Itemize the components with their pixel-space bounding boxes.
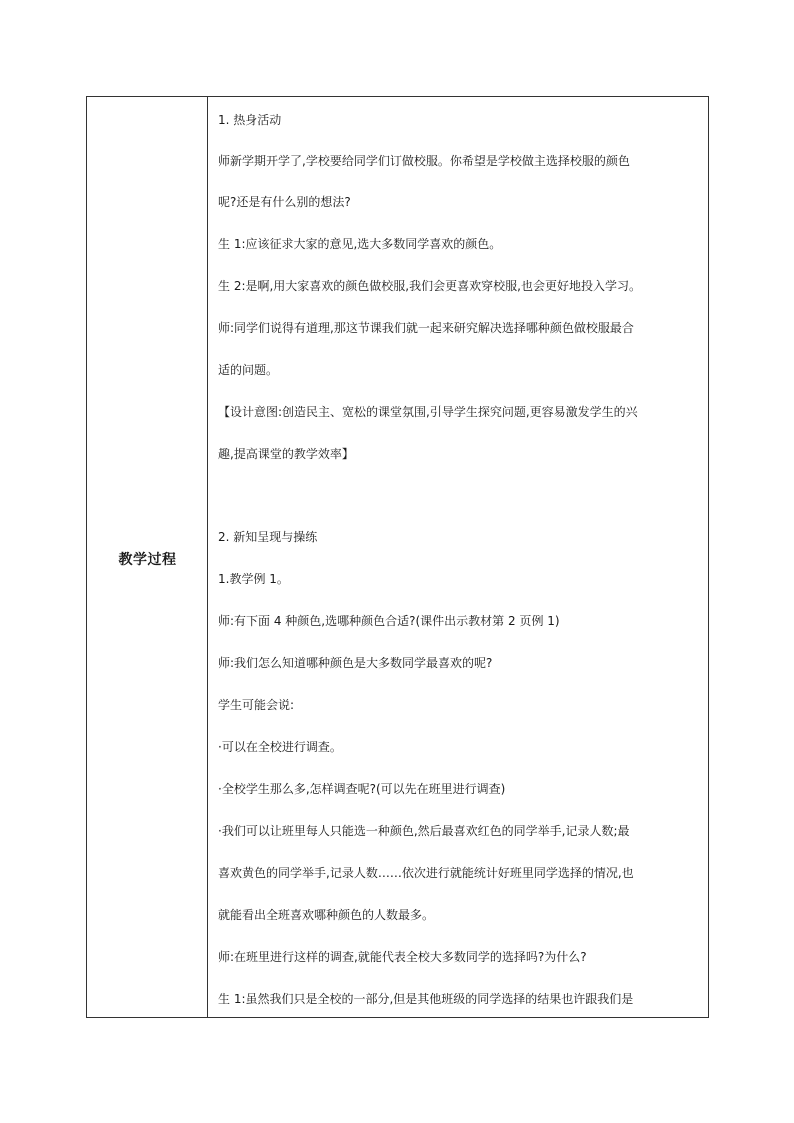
section-heading: 2. 新知呈现与操练 bbox=[218, 530, 318, 544]
paragraph-line: 就能看出全班喜欢哪种颜色的人数最多。 bbox=[218, 908, 435, 922]
paragraph-line: 喜欢黄色的同学举手,记录人数……依次进行就能统计好班里同学选择的情况,也 bbox=[218, 866, 634, 880]
paragraph-line: 学生可能会说: bbox=[218, 698, 295, 712]
design-intent-line: 【设计意图:创造民主、宽松的课堂氛围,引导学生探究问题,更容易激发学生的兴 bbox=[218, 405, 638, 419]
paragraph-line: 生 1:应该征求大家的意见,选大多数同学喜欢的颜色。 bbox=[218, 237, 502, 251]
section-heading: 1. 热身活动 bbox=[218, 113, 282, 127]
paragraph-line: 生 2:是啊,用大家喜欢的颜色做校服,我们会更喜欢穿校服,也会更好地投入学习。 bbox=[218, 279, 641, 293]
paragraph-line: 师:有下面 4 种颜色,选哪种颜色合适?(课件出示教材第 2 页例 1) bbox=[218, 614, 560, 628]
bullet-line: ·我们可以让班里每人只能选一种颜色,然后最喜欢红色的同学举手,记录人数;最 bbox=[218, 824, 630, 838]
design-intent-line: 趣,提高课堂的教学效率】 bbox=[218, 447, 354, 461]
content-cell bbox=[208, 97, 708, 1017]
paragraph-line: 适的问题。 bbox=[218, 363, 279, 377]
paragraph-line: 师:同学们说得有道理,那这节课我们就一起来研究解决选择哪种颜色做校服最合 bbox=[218, 321, 634, 335]
paragraph-line: 师:我们怎么知道哪种颜色是大多数同学最喜欢的呢? bbox=[218, 656, 493, 670]
paragraph-line: 师:在班里进行这样的调查,就能代表全校大多数同学的选择吗?为什么? bbox=[218, 950, 587, 964]
row-label: 教学过程 bbox=[118, 552, 177, 568]
paragraph-line: 1.教学例 1。 bbox=[218, 572, 289, 586]
lesson-table bbox=[86, 96, 709, 1018]
bullet-line: ·全校学生那么多,怎样调查呢?(可以先在班里进行调查) bbox=[218, 782, 506, 796]
paragraph-line: 师新学期开学了,学校要给同学们订做校服。你希望是学校做主选择校服的颜色 bbox=[218, 154, 630, 168]
paragraph-line: 生 1:虽然我们只是全校的一部分,但是其他班级的同学选择的结果也许跟我们是 bbox=[218, 992, 634, 1006]
paragraph-line: 呢?还是有什么别的想法? bbox=[218, 195, 351, 209]
bullet-line: ·可以在全校进行调查。 bbox=[218, 740, 342, 754]
row-label-cell bbox=[87, 97, 208, 1017]
